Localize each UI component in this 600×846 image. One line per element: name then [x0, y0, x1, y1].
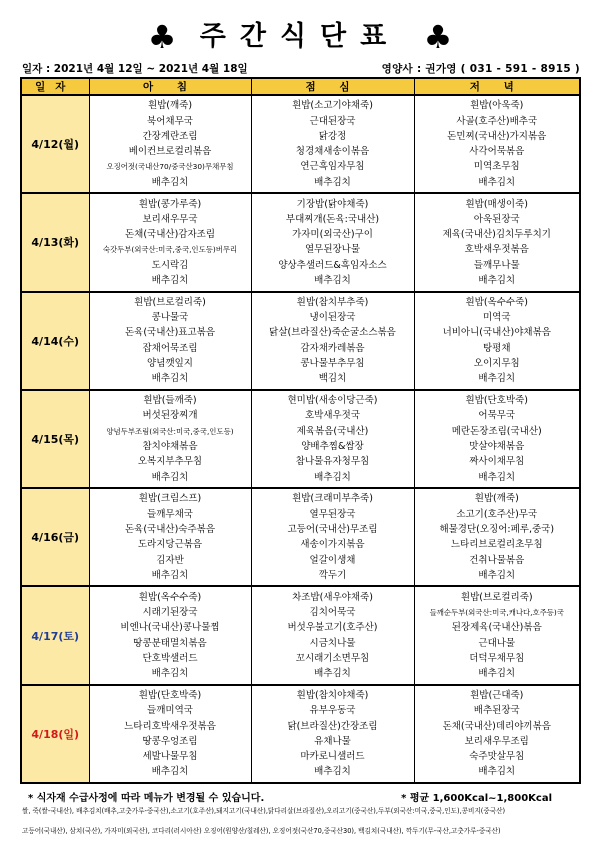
menu-item: 흰밥(아욱죽) [470, 100, 524, 112]
lunch-cell [251, 685, 414, 783]
menu-item: 간장계란조림 [142, 130, 198, 142]
menu-item: 배추김치 [314, 766, 351, 778]
dinner-cell [414, 390, 580, 488]
menu-item: 배추김치 [314, 668, 351, 680]
menu-item: 닭살(브라질산)죽순굴소스볶음 [269, 327, 396, 339]
menu-item: 단호박샐러드 [142, 652, 198, 664]
menu-item: 흰밥(크림스프) [138, 493, 202, 505]
lunch-cell [251, 193, 414, 291]
menu-item: 잡채어묵조림 [142, 342, 198, 354]
club-icon: ♣ [147, 18, 177, 56]
menu-item: 연근흑임자무침 [300, 161, 365, 173]
menu-item: 호박새우젓볶음 [464, 244, 529, 256]
day-label: 4/14(수) [21, 292, 89, 390]
menu-item: 양념두부조림(외국산:미국,중국,인도등) [106, 426, 234, 436]
lunch-cell [251, 292, 414, 390]
day-row [21, 488, 580, 586]
menu-item: 시래기된장국 [142, 606, 198, 618]
menu-item: 오이지무침 [473, 358, 520, 369]
menu-item: 들깨순두부(외국산:미국,캐나다,호주등)국 [429, 607, 564, 617]
menu-item: 흰밥(브로컬리죽) [134, 296, 206, 308]
menu-item: 김자반 [156, 554, 184, 566]
weekly-menu-table [20, 77, 581, 784]
menu-item: 배추김치 [478, 373, 516, 385]
menu-item: 사골(호주산)배추국 [456, 115, 538, 127]
menu-item: 배추김치 [151, 766, 189, 778]
menu-item: 흰밥(단호박죽) [465, 395, 528, 407]
menu-item: 베이컨브로컬리볶음 [128, 146, 212, 158]
menu-item: 오복지부추무침 [137, 456, 203, 468]
club-icon: ♣ [423, 18, 453, 56]
menu-item: 흰밥(들깨죽) [143, 395, 197, 407]
menu-item: 배추김치 [478, 275, 516, 287]
menu-item: 북어채무국 [147, 115, 193, 127]
menu-item: 된장제육(국내산)볶음 [451, 622, 542, 634]
menu-item: 김치어묵국 [309, 606, 356, 618]
day-label: 4/12(월) [21, 95, 89, 193]
menu-item: 미역초무침 [473, 161, 520, 173]
menu-body [21, 95, 580, 783]
breakfast-cell [89, 685, 251, 783]
breakfast-cell [89, 390, 251, 488]
menu-item: 열무된장국 [309, 508, 356, 520]
day-label: 4/17(토) [21, 586, 89, 684]
menu-item: 들깨무채국 [147, 508, 193, 520]
menu-item: 차조밥(새우야채죽) [292, 591, 373, 603]
header-breakfast: 아 침 [89, 78, 251, 95]
menu-item: 배추김치 [478, 471, 516, 483]
menu-item: 너비아니(국내산)야채볶음 [442, 327, 551, 339]
menu-item: 해물경단(오징어:페루,중국) [439, 523, 555, 535]
menu-item: 돈채(국내산)감자조림 [124, 229, 215, 241]
lunch-cell [251, 488, 414, 586]
header-dinner: 저 녁 [414, 78, 580, 95]
menu-item: 배추된장국 [473, 705, 520, 717]
menu-item: 흰밥(옥수수죽) [465, 296, 528, 308]
menu-item: 돈채(국내산)데리야끼볶음 [442, 720, 551, 732]
menu-item: 흰밥(크래미부추죽) [292, 493, 373, 505]
menu-item: 배추김치 [151, 569, 189, 581]
menu-item: 제육(국내산)김치두루치기 [442, 229, 551, 241]
menu-item: 배추김치 [478, 176, 516, 188]
menu-item: 느타리호박새우젓볶음 [124, 720, 216, 732]
menu-item: 흰밥(참치야채죽) [296, 689, 369, 701]
menu-item: 참나물유자청무침 [295, 456, 370, 468]
menu-item: 꼬시래기소면무침 [295, 652, 370, 664]
menu-item: 양념깻잎지 [147, 358, 193, 369]
menu-item: 배추김치 [151, 668, 189, 680]
menu-item: 소고기(호주산)무국 [456, 508, 538, 520]
day-row [21, 292, 580, 390]
menu-item: 감자채카레볶음 [300, 342, 365, 354]
day-row [21, 586, 580, 684]
menu-item: 숙갓두부(외국산:미국,중국,인도등)버무리 [102, 245, 238, 255]
menu-item: 호박새우젓국 [304, 410, 361, 422]
menu-item: 돈육(국내산)숙주볶음 [124, 523, 215, 535]
day-label: 4/13(화) [21, 193, 89, 291]
dietitian-contact: 영양사 : 권가영 ( 031 - 591 - 8915 ) [381, 63, 580, 75]
menu-item: 어묵무국 [478, 410, 516, 422]
menu-item: 배추김치 [151, 471, 189, 483]
menu-item: 더덕무채무침 [469, 652, 525, 664]
menu-item: 도시락김 [151, 259, 189, 271]
menu-item: 부대찌개(돈육:국내산) [285, 213, 380, 225]
menu-item: 배추김치 [151, 176, 189, 188]
menu-item: 비엔나(국내산)콩나물찜 [120, 622, 220, 634]
menu-item: 들깨무나물 [473, 259, 520, 271]
day-row [21, 95, 580, 193]
menu-item: 배추김치 [151, 275, 189, 287]
breakfast-cell [89, 488, 251, 586]
menu-item: 흰밥(매생이죽) [465, 198, 528, 210]
day-label: 4/18(일) [21, 685, 89, 783]
header-day: 일자 [21, 78, 89, 95]
header-row [21, 78, 580, 95]
day-label: 4/15(목) [21, 390, 89, 488]
dinner-cell [414, 292, 580, 390]
menu-item: 고등어(국내산)무조림 [287, 523, 378, 535]
menu-item: 냉이된장국 [309, 312, 356, 324]
menu-item: 돈육(국내산)표고볶음 [124, 327, 215, 339]
breakfast-cell [89, 193, 251, 291]
menu-item: 흰밥(근대죽) [470, 689, 524, 701]
menu-item: 배추김치 [314, 275, 351, 287]
breakfast-cell [89, 292, 251, 390]
lunch-cell [251, 390, 414, 488]
day-label: 4/16(금) [21, 488, 89, 586]
menu-item: 흰밥(깨죽) [147, 100, 193, 112]
menu-item: 버섯된장찌개 [142, 410, 198, 422]
menu-item: 배추김치 [478, 569, 516, 581]
menu-item: 보리새우무국 [142, 213, 198, 225]
menu-item: 도라지당근볶음 [137, 539, 203, 551]
menu-item: 보리새우무조림 [464, 735, 529, 747]
breakfast-cell [89, 95, 251, 193]
menu-item: 시금치나물 [309, 637, 356, 649]
menu-item: 땅콩분태멸치볶음 [133, 637, 207, 649]
menu-item: 닭강정 [318, 130, 347, 142]
menu-item: 제육볶음(국내산) [296, 425, 369, 437]
dinner-cell [414, 586, 580, 684]
menu-item: 백김치 [318, 373, 347, 385]
page-title [0, 14, 600, 56]
menu-item: 숙주맛살무침 [469, 751, 525, 763]
day-row [21, 685, 580, 783]
dinner-cell [414, 95, 580, 193]
origin-info-line: 고등어(국내산), 삼치(국산), 가자미(외국산), 코다리(러시아산) 오징어(원양산/칠레산), 오징어젓(국산70,중국산30), 백김치(국내산), 깍두기(무-국산,고춧가루-중국산) [22, 827, 501, 835]
menu-item: 들깨미역국 [147, 705, 193, 717]
change-notice: * 식자재 수급사정에 따라 메뉴가 변경될 수 있습니다. [28, 793, 265, 804]
menu-item: 새송이가지볶음 [300, 539, 365, 551]
menu-item: 흰밥(소고기야채죽) [292, 100, 373, 112]
lunch-cell [251, 95, 414, 193]
menu-item: 유채나물 [314, 735, 351, 747]
menu-item: 흰밥(깨죽) [474, 493, 519, 505]
menu-item: 세발나물무침 [142, 751, 198, 763]
menu-item: 사각어묵볶음 [469, 146, 525, 158]
menu-item: 열무된장나물 [304, 244, 361, 256]
menu-item: 아욱된장국 [473, 213, 520, 225]
menu-item: 배추김치 [314, 176, 351, 188]
menu-item: 배추김치 [151, 373, 189, 385]
menu-item: 콩나물부추무침 [300, 358, 365, 369]
page-title-text: 주간식단표 [199, 21, 401, 52]
menu-item: 흰밥(단호박죽) [138, 689, 202, 701]
menu-item: 오징어젓(국내산70/중국산30)무채무침 [106, 162, 234, 172]
menu-item: 깍두기 [318, 569, 347, 581]
menu-item: 근대된장국 [309, 115, 356, 127]
menu-item: 짜사이채무침 [469, 456, 525, 468]
lunch-cell [251, 586, 414, 684]
breakfast-cell [89, 586, 251, 684]
header-lunch: 점 심 [251, 78, 414, 95]
menu-item: 배추김치 [478, 766, 516, 778]
menu-item: 흰밥(참치부추죽) [296, 296, 369, 308]
menu-item: 양상추샐러드&흑임자소스 [278, 259, 387, 271]
menu-item: 흰밥(브로컬리죽) [460, 591, 533, 603]
menu-item: 현미밥(새송이당근죽) [287, 395, 378, 407]
menu-item: 흰밥(콩가루죽) [138, 198, 202, 210]
menu-item: 흰밥(옥수수죽) [138, 591, 202, 603]
calorie-note: * 평균 1,600Kcal~1,800Kcal [401, 793, 552, 804]
origin-info-line: 쌀, 죽(쌀-국내산), 배추김치(배추,고춧가루-중국산),소고기(호주산),돼지고기(국내산),닭다리살(브라질산),오리고기(중국산),두부(외국산:미국,중국,인도),콩비지(중국산) [22, 807, 506, 815]
menu-item: 느타리브로컬리초무침 [450, 539, 543, 551]
menu-item: 건취나물볶음 [469, 554, 525, 566]
menu-item: 콩나물국 [151, 312, 189, 324]
menu-item: 돈민찌(국내산)가지볶음 [447, 130, 547, 142]
menu-item: 배추김치 [314, 471, 351, 483]
menu-item: 마카로니샐러드 [300, 751, 365, 763]
menu-item: 땅콩우엉조림 [142, 735, 198, 747]
menu-item: 버섯우불고기(호주산) [287, 622, 378, 634]
menu-item: 메란돈장조림(국내산) [451, 425, 542, 437]
menu-item: 닭(브라질산)간장조림 [287, 720, 378, 732]
menu-item: 가자미(외국산)구이 [292, 229, 373, 241]
menu-item: 유부우동국 [309, 705, 356, 717]
menu-item: 기장밥(닭야채죽) [296, 198, 369, 210]
day-row [21, 193, 580, 291]
date-range: 일자 : 2021년 4월 12일 ~ 2021년 4월 18일 [22, 63, 248, 75]
menu-item: 양배추찜&쌈장 [301, 440, 364, 452]
menu-item: 청경채새송이볶음 [295, 146, 370, 158]
menu-item: 배추김치 [478, 668, 516, 680]
menu-item: 미역국 [482, 312, 511, 324]
dinner-cell [414, 488, 580, 586]
menu-item: 얼갈이생채 [309, 554, 356, 566]
day-row [21, 390, 580, 488]
dinner-cell [414, 193, 580, 291]
menu-item: 근대나물 [478, 637, 516, 649]
menu-item: 참치야채볶음 [142, 440, 198, 452]
menu-item: 탕평채 [482, 342, 511, 354]
menu-item: 맛살야채볶음 [469, 440, 525, 452]
dinner-cell [414, 685, 580, 783]
